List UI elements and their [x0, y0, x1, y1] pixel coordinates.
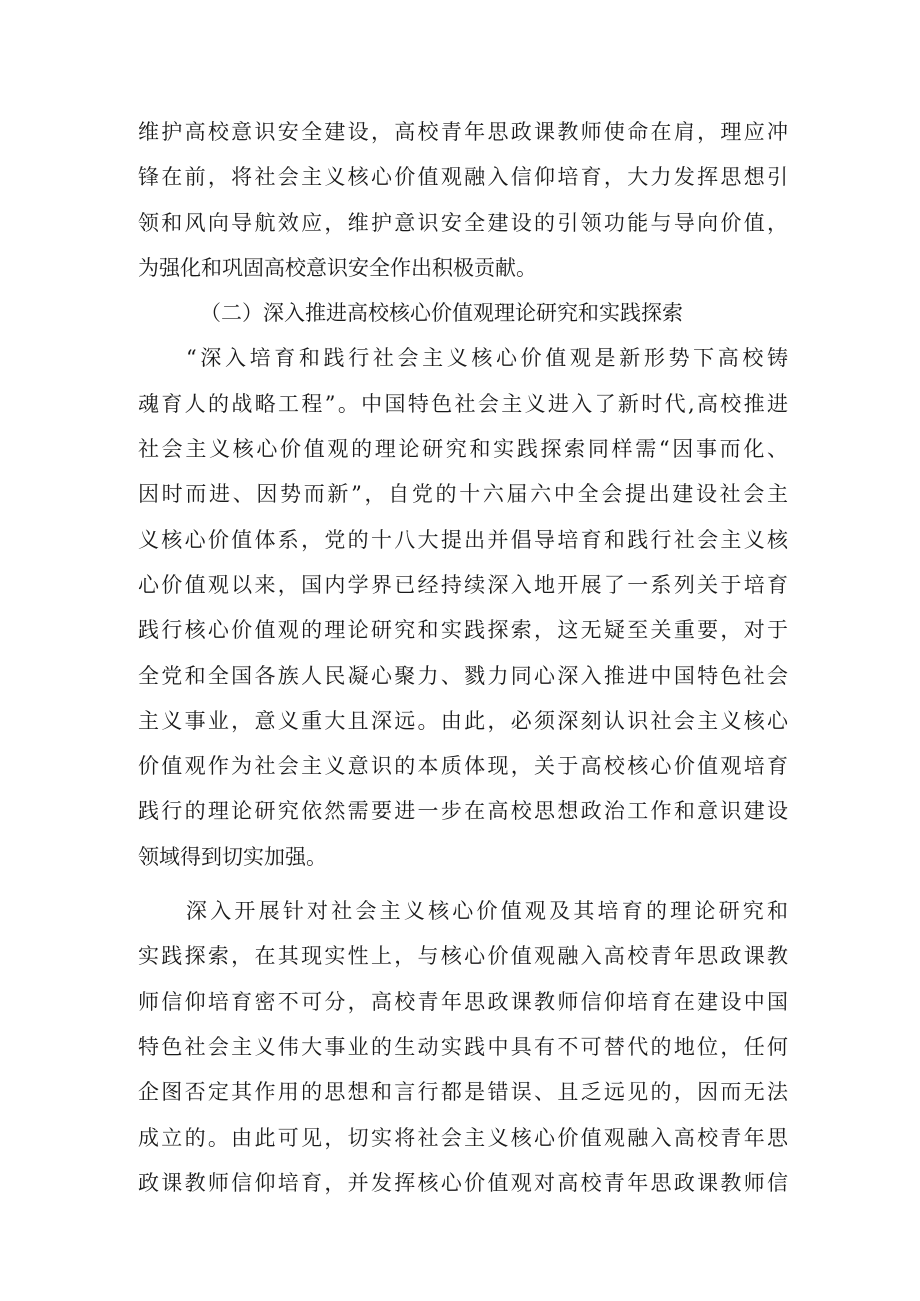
- text-line: 政课教师信仰培育，并发挥核心价值观对高校青年思政课教师信: [138, 1170, 788, 1195]
- text-line: 价值观作为社会主义意识的本质体现，关于高校核心价值观培育: [138, 754, 788, 779]
- text-line: 实践探索，在其现实性上，与核心价值观融入高校青年思政课教: [138, 944, 788, 969]
- text-line: 企图否定其作用的思想和言行都是错误、且乏远见的，因而无法: [138, 1080, 788, 1105]
- document-body: [138, 110, 788, 1206]
- text-line: 维护高校意识安全建设，高校青年思政课教师使命在肩，理应冲: [138, 120, 788, 144]
- text-line: 全党和全国各族人民凝心聚力、戮力同心深入推进中国特色社会: [138, 663, 788, 688]
- text-line: 成立的。由此可见，切实将社会主义核心价值观融入高校青年思: [138, 1125, 788, 1150]
- text-line: 特色社会主义伟大事业的生动实践中具有不可替代的地位，任何: [138, 1034, 788, 1059]
- text-line: 义核心价值体系，党的十八大提出并倡导培育和践行社会主义核: [138, 527, 788, 552]
- text-line: 魂育人的战略工程”。中国特色社会主义进入了新时代,高校推进: [138, 391, 788, 416]
- section-heading: （二）深入推进高校核心价值观理论研究和实践探索: [200, 301, 683, 326]
- text-line: 领域得到切实加强。: [138, 844, 327, 869]
- text-line: 主义事业，意义重大且深远。由此，必须深刻认识社会主义核心: [138, 708, 788, 733]
- text-line: 领和风向导航效应，维护意识安全建设的引领功能与导向价值，: [138, 210, 788, 235]
- text-line: 践行核心价值观的理论研究和实践探索，这无疑至关重要，对于: [138, 618, 788, 643]
- text-line: 锋在前，将社会主义核心价值观融入信仰培育，大力发挥思想引: [138, 165, 788, 190]
- text-line: 心价值观以来，国内学界已经持续深入地开展了一系列关于培育: [138, 572, 788, 597]
- text-line: “深入培育和践行社会主义核心价值观是新形势下高校铸: [186, 346, 788, 371]
- text-line: 深入开展针对社会主义核心价值观及其培育的理论研究和: [186, 899, 788, 924]
- text-line: 为强化和巩固高校意识安全作出积极贡献。: [138, 255, 537, 280]
- text-line: 因时而进、因势而新”，自党的十六届六中全会提出建设社会主: [138, 482, 788, 507]
- text-line: 社会主义核心价值观的理论研究和实践探索同样需“因事而化、: [138, 437, 788, 462]
- text-line: 师信仰培育密不可分，高校青年思政课教师信仰培育在建设中国: [138, 989, 788, 1014]
- text-line: 践行的理论研究依然需要进一步在高校思想政治工作和意识建设: [138, 799, 788, 824]
